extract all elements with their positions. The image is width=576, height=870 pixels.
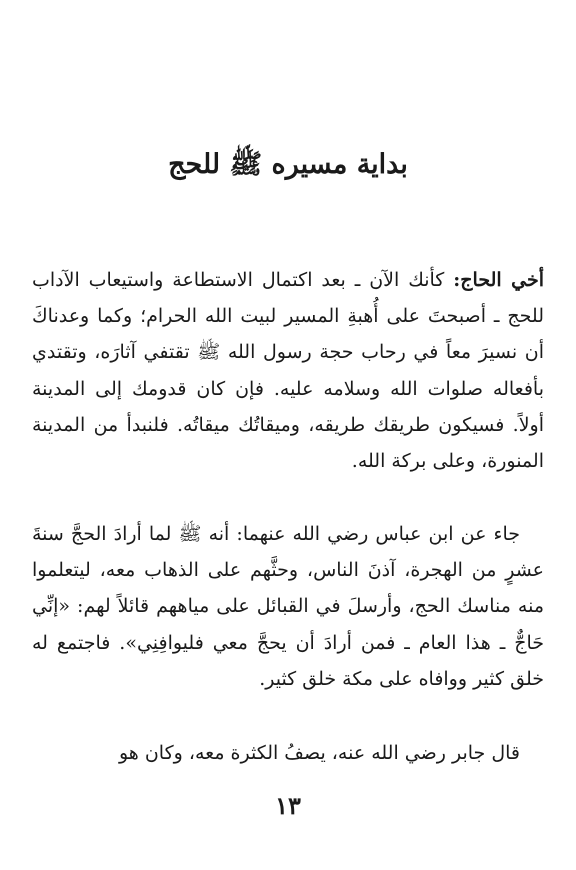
page-number: ١٣ bbox=[275, 791, 301, 820]
paragraph-2: جاء عن ابن عباس رضي الله عنهما: أنه ﷺ لما أرادَ الحجَّ سنةَ عشرٍ من الهجرة، آذنَ الناس، وحثَّهم على الذهاب معه، ليتعلموا منه مناسك الحج، وأرسلَ في القبائل على مياههم قائلاً لهم: «إنِّي حَاجٌّ ـ هذا العام ـ فمن أرادَ أن يحجَّ معي فليوافِنِي». فاجتمع له خلق كثير ووافاه على مكة خلق كثير. bbox=[32, 523, 544, 690]
paragraph-1-lead: أخي الحاج: bbox=[453, 269, 544, 291]
chapter-title: بداية مسيره ﷺ للحج bbox=[168, 149, 408, 180]
paragraph-1 bbox=[32, 262, 544, 479]
paragraph-1-text: كأنك الآن ـ بعد اكتمال الاستطاعة واستيعاب الآداب للحج ـ أصبحتَ على أُهبةِ المسير لبيت الله الحرام؛ وكما وعدناكَ أن نسيرَ معاً في رحاب حجة رسول الله ﷺ تقتفي آثارَه، وتقتدي بأفعاله صلوات الله وسلامه عليه. فإن كان قدومك إلى المدينة أولاً. فسيكون طريقك طريقه، وميقاتُك ميقاتُه. فلنبدأ من المدينة المنورة، وعلى بركة الله. bbox=[32, 269, 544, 473]
paragraph-3: قال جابر رضي الله عنه، يصفُ الكثرة معه، وكان هو bbox=[118, 742, 520, 764]
